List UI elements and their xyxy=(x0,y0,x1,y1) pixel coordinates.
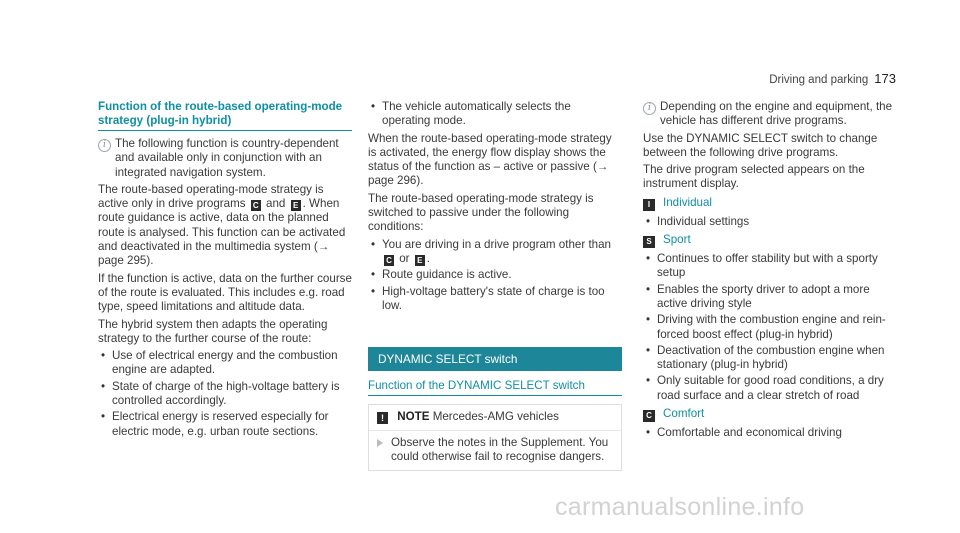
list-item: • Use of electrical energy and the combustion engine are adapted. xyxy=(98,349,352,378)
sport-program-icon: S xyxy=(643,236,655,248)
paragraph-drive-programs xyxy=(98,183,352,269)
list-item: • State of charge of the high-voltage battery is controlled accordingly. xyxy=(98,380,352,409)
info-note-text: The following function is country-dependent and available only in conjunction with an integrated navigation system. xyxy=(115,137,339,179)
column-2 xyxy=(368,100,622,471)
info-note xyxy=(643,100,897,132)
list-item: • High-voltage battery's state of charge is too low. xyxy=(368,285,622,314)
para-text: . When route guidance is active, data on the planned route is analysed. This function can be activated and deactivated in the multimedia system xyxy=(98,197,346,254)
para-text: The route-based operating-mode strategy is active only in drive programs xyxy=(98,182,324,211)
list-item: • Electrical energy is reserved especially for electric mode, e.g. urban route sections. xyxy=(98,410,352,439)
drive-program-c-icon: C xyxy=(251,200,261,211)
list-item-text: or xyxy=(399,251,410,265)
section-banner-dynamic-select: DYNAMIC SELECT switch xyxy=(368,347,622,371)
list-item: • Route guidance is active. xyxy=(368,268,622,282)
drive-program-comfort xyxy=(643,407,897,422)
bullet-list xyxy=(643,426,897,440)
drive-program-c-icon: C xyxy=(384,255,394,266)
info-note xyxy=(98,137,352,183)
para-text: and xyxy=(266,197,286,211)
list-item: • Comfortable and economical driving xyxy=(643,426,897,440)
info-note-text: Depending on the engine and equipment, the vehicle has different drive programs. xyxy=(660,100,893,128)
drive-program-e-icon: E xyxy=(415,255,425,266)
paragraph-display: The drive program selected appears on the instrument display. xyxy=(643,163,865,191)
page-reference-link[interactable]: (→ page 296). xyxy=(368,160,609,188)
triangle-right-icon xyxy=(377,439,383,447)
list-item: • Continues to offer stability but with a sporty setup xyxy=(643,252,897,281)
individual-program-icon: I xyxy=(643,199,655,211)
paragraph-passive: The route-based operating-mode strategy is switched to passive under the following conditions: xyxy=(368,191,594,234)
bullet-list xyxy=(368,238,622,313)
header-section: Driving and parking xyxy=(769,74,869,86)
list-item xyxy=(368,238,622,267)
list-item-text: You are driving in a drive program other than xyxy=(382,237,612,251)
program-name: Comfort xyxy=(663,407,705,421)
list-item: • Enables the sporty driver to adopt a more active driving style xyxy=(643,283,897,312)
list-item-text: . xyxy=(426,251,431,265)
note-box-text: Observe the notes in the Supplement. You could otherwise fail to recognise dangers. xyxy=(391,435,609,464)
list-item: • Individual settings xyxy=(643,215,897,229)
list-item: • Driving with the combustion engine and rein-forced boost effect (plug-in hybrid) xyxy=(643,313,897,342)
program-name: Sport xyxy=(663,233,691,247)
column-1 xyxy=(98,100,352,442)
bullet-list xyxy=(98,349,352,439)
section-title-route-strategy: Function of the route-based operating-mode strategy (plug-in hybrid) xyxy=(98,100,352,131)
paragraph-evaluation: If the function is active, data on the further course of the route is evaluated. This includes e.g. road type, speed limitations and altitude data. xyxy=(98,271,352,314)
para-text: When the route-based operating-mode strategy is activated, the energy flow display shows the status of the function as – active or passive xyxy=(368,131,612,174)
note-title: Mercedes-AMG vehicles xyxy=(432,410,559,424)
list-item: • The vehicle automatically selects the operating mode. xyxy=(368,100,622,129)
list-item: • Deactivation of the combustion engine when stationary (plug-in hybrid) xyxy=(643,344,897,373)
column-3 xyxy=(643,100,897,443)
bullet-list xyxy=(643,252,897,403)
exclamation-icon: ! xyxy=(377,412,388,424)
page-header xyxy=(769,72,896,87)
note-box-body xyxy=(369,431,621,471)
paragraph-energy-flow xyxy=(368,132,622,189)
info-icon: i xyxy=(643,102,656,115)
subsection-title: Function of the DYNAMIC SELECT switch xyxy=(368,379,622,396)
watermark: carmanualsonline.info xyxy=(555,493,805,521)
drive-program-e-icon: E xyxy=(291,200,301,211)
bullet-list xyxy=(368,100,622,129)
bullet-list xyxy=(643,215,897,229)
note-box xyxy=(368,404,622,471)
drive-program-sport xyxy=(643,233,897,248)
paragraph-use-switch: Use the DYNAMIC SELECT switch to change between the following drive programs. xyxy=(643,131,878,159)
list-item: • Only suitable for good road conditions, a dry road surface and a clear stretch of road xyxy=(643,374,897,403)
paragraph-hybrid-system: The hybrid system then adapts the operating strategy to the further course of the route: xyxy=(98,317,328,345)
note-box-header xyxy=(369,405,621,430)
note-label: NOTE xyxy=(397,410,430,424)
program-name: Individual xyxy=(663,195,712,209)
page-number: 173 xyxy=(874,71,896,86)
info-icon: i xyxy=(98,139,111,152)
drive-program-individual xyxy=(643,196,897,211)
page-reference-link[interactable]: (→ page 295). xyxy=(98,240,330,268)
comfort-program-icon: C xyxy=(643,410,655,422)
